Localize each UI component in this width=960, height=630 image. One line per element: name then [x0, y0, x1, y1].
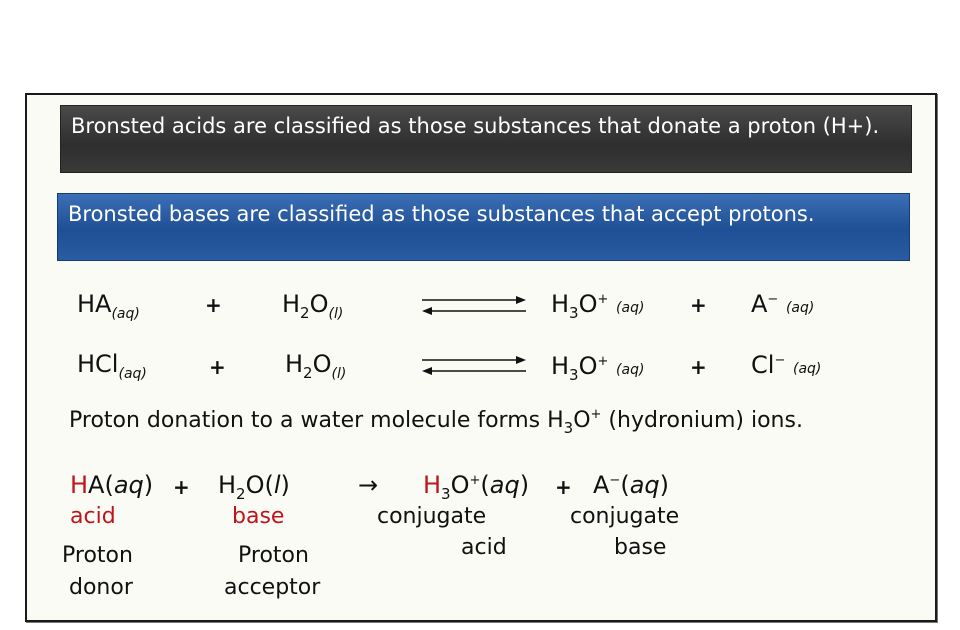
hydronium-statement: Proton donation to a water molecule forms $H_3O^+$ (hydronium) ions.	[69, 407, 803, 437]
reaction-reactant-water: $H_2O(l)$	[218, 471, 290, 503]
eq2-reactant1: HCl$_{(aq)}$	[77, 350, 147, 382]
eq1-plus1: +	[205, 293, 222, 317]
base-definition-box	[57, 193, 910, 261]
reaction-product-anion: A−(aq)	[593, 471, 670, 499]
base-definition-text: Bronsted bases are classified as those substances that accept protons.	[68, 202, 815, 226]
reaction-arrow-icon: →	[358, 471, 379, 499]
eq1-product1: $H_3O^+$ (aq)	[551, 290, 645, 322]
eq2-product2: Cl− (aq)	[751, 351, 822, 379]
label-conjugate-acid-1: conjugate	[377, 504, 487, 529]
eq2-product1: $H_3O^+$ (aq)	[551, 352, 645, 384]
eq1-product2: A− (aq)	[751, 290, 815, 318]
eq2-reactant2: $H_2O_{(l)}$	[285, 350, 347, 382]
acid-definition-box	[60, 105, 912, 173]
label-proton-acceptor-2: acceptor	[224, 575, 321, 600]
label-base: base	[232, 504, 285, 529]
label-proton-donor-1: Proton	[62, 543, 133, 568]
label-acid: acid	[70, 504, 116, 529]
acid-definition-text: Bronsted acids are classified as those substances that donate a proton (H+).	[71, 114, 880, 138]
eq2-plus1: +	[209, 355, 226, 379]
reaction-plus2: +	[555, 475, 572, 499]
label-conjugate-base-2: base	[614, 535, 667, 560]
label-conjugate-acid-2: acid	[461, 535, 507, 560]
reaction-plus1: +	[173, 475, 190, 499]
eq1-equilibrium-arrows-icon	[420, 293, 528, 317]
eq1-reactant1: $HA_{(aq)}$	[77, 290, 140, 322]
label-proton-acceptor-1: Proton	[238, 543, 309, 568]
eq1-reactant2: $H_2O_{(l)}$	[282, 290, 344, 322]
eq2-equilibrium-arrows-icon	[420, 353, 528, 377]
eq2-plus2: +	[690, 355, 707, 379]
reaction-reactant-ha: HA(aq)	[70, 471, 154, 499]
slide-frame	[25, 93, 937, 622]
label-proton-donor-2: donor	[69, 575, 133, 600]
reaction-product-hydronium: $H_3O^+(aq)$	[423, 471, 530, 503]
label-conjugate-base-1: conjugate	[570, 504, 680, 529]
eq1-plus2: +	[690, 293, 707, 317]
